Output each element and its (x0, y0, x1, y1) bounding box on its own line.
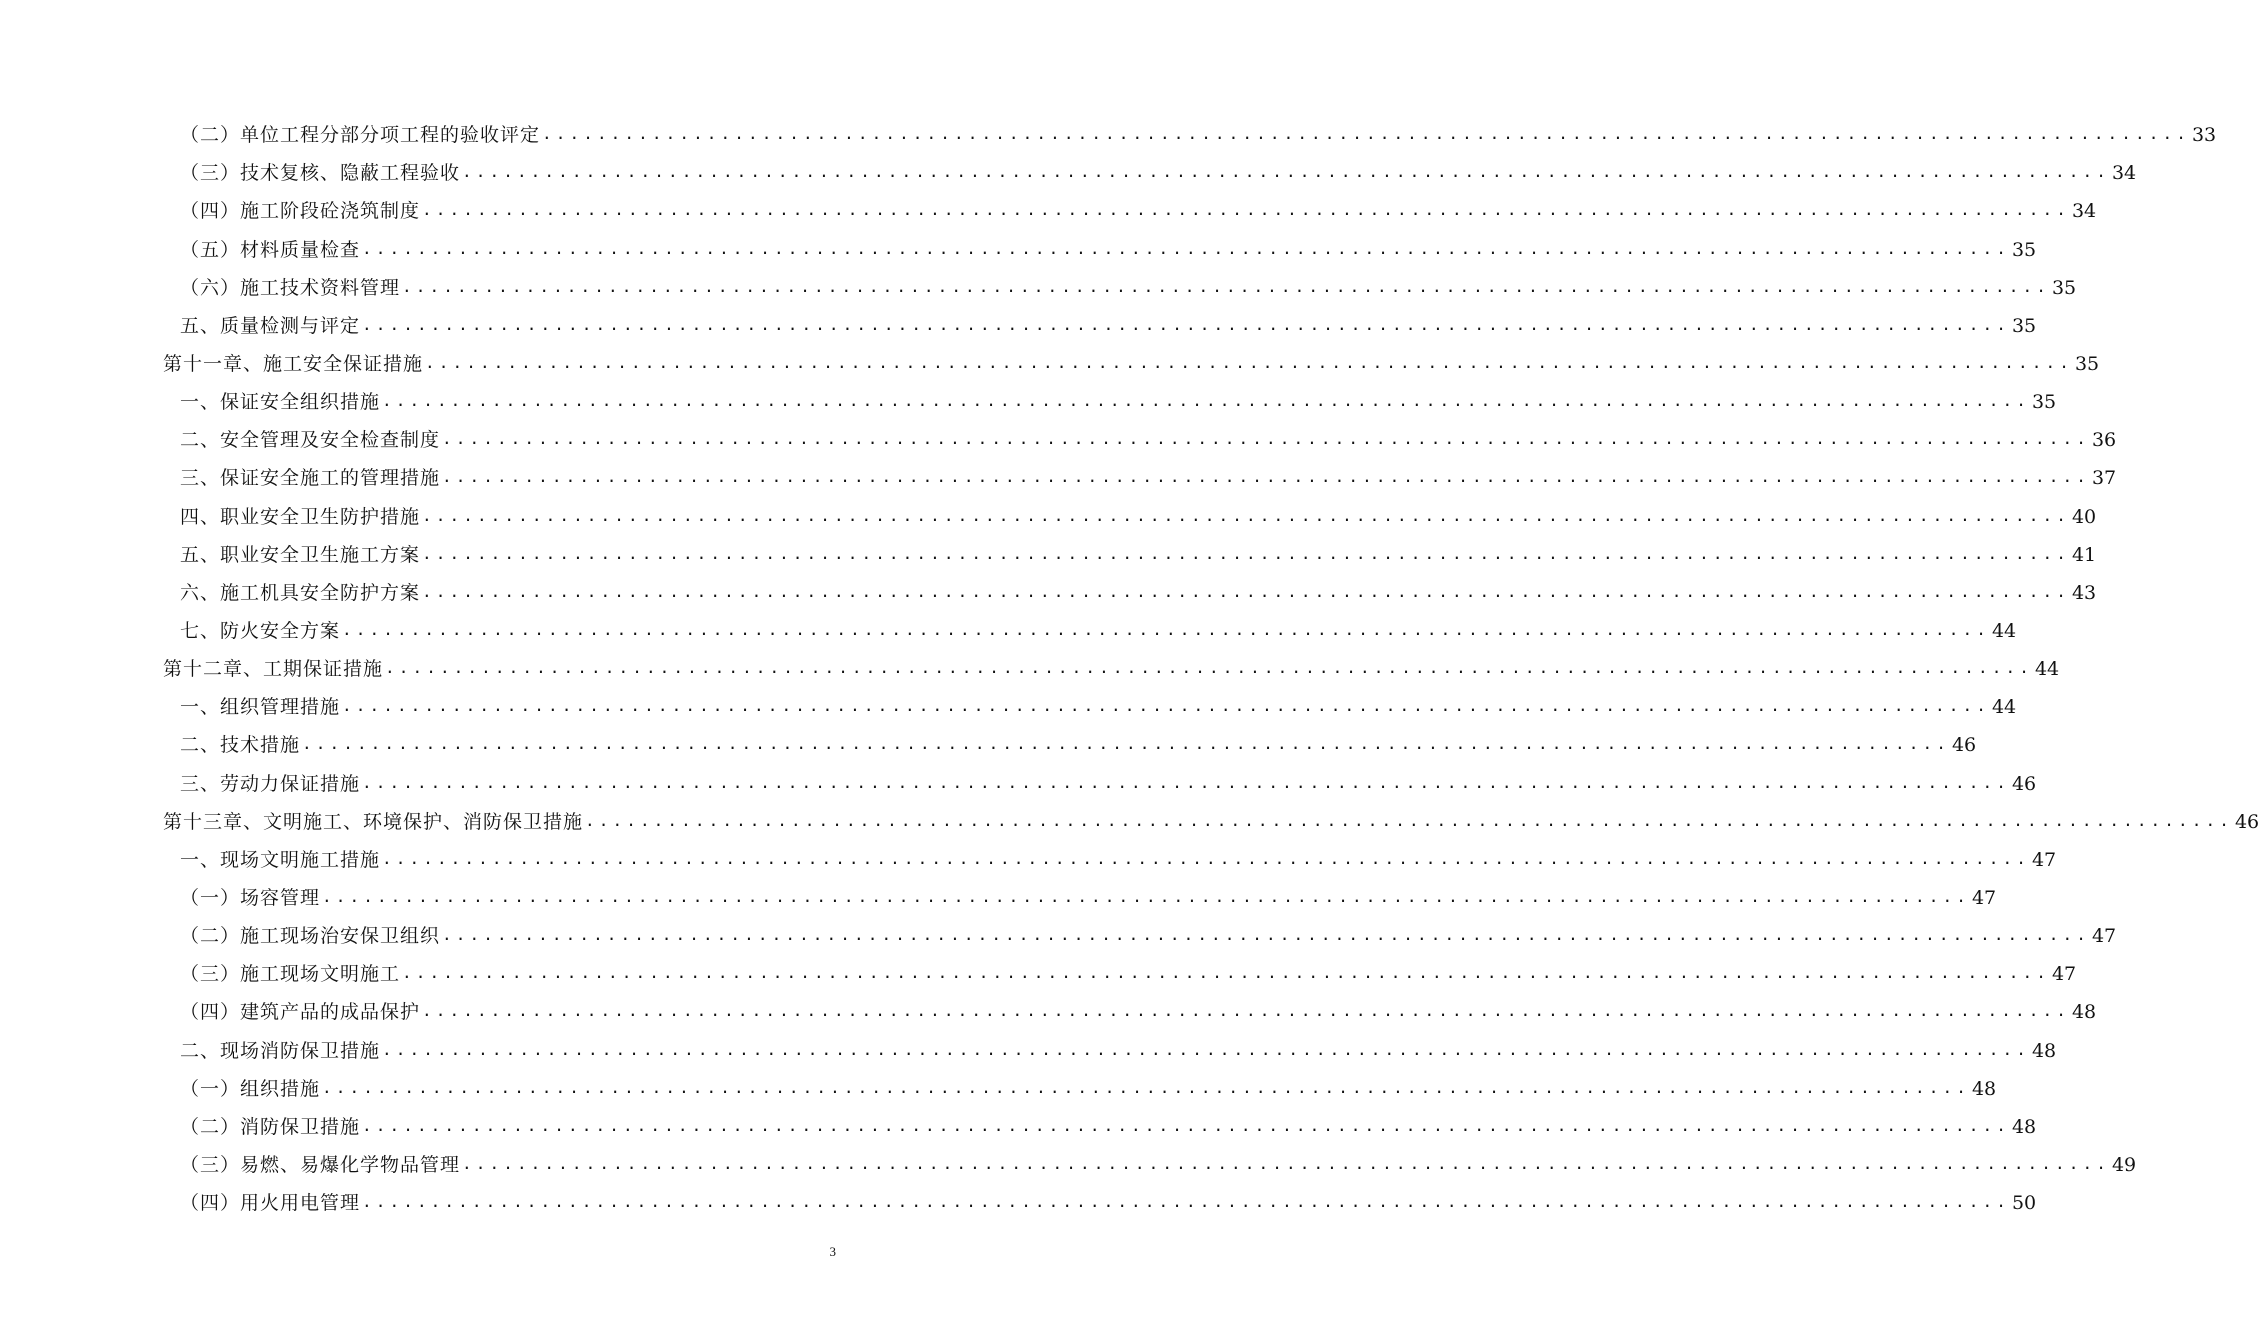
toc-entry-title: 一、现场文明施工措施 (180, 848, 381, 871)
toc-entry-page: 35 (2011, 314, 2037, 337)
toc-leader-dots: ........................................................................................................................ (422, 581, 2070, 601)
toc-leader-dots: ........................................................................................................................ (442, 925, 2090, 945)
toc-entry[interactable] (0, 835, 2057, 873)
toc-entry-page: 43 (2071, 581, 2097, 604)
toc-entry[interactable] (0, 606, 2017, 644)
toc-leader-dots: ........................................................................................................................ (462, 1153, 2110, 1173)
toc-leader-dots: ........................................................................................................................ (422, 200, 2070, 220)
toc-leader-dots: ........................................................................................................................ (422, 505, 2070, 525)
toc-entry-title: 二、技术措施 (180, 734, 301, 757)
toc-entry[interactable] (0, 682, 2017, 720)
toc-leader-dots: ........................................................................................................................ (422, 1001, 2070, 1021)
toc-entry[interactable] (0, 453, 2117, 491)
toc-leader-dots: ........................................................................................................................ (442, 467, 2090, 487)
toc-leader-dots: ........................................................................................................................ (542, 124, 2190, 144)
toc-entry-title: （三）易燃、易爆化学物品管理 (180, 1153, 461, 1176)
toc-entry-title: 二、现场消防保卫措施 (180, 1039, 381, 1062)
toc-leader-dots: ........................................................................................................................ (322, 1077, 1970, 1097)
toc-entry-page: 46 (1951, 734, 1977, 757)
toc-entry-title: 第十三章、文明施工、环境保护、消防保卫措施 (163, 810, 584, 833)
table-of-contents (0, 110, 2259, 1216)
toc-leader-dots: ........................................................................................................................ (382, 1039, 2030, 1059)
toc-entry-title: 第十一章、施工安全保证措施 (163, 352, 424, 375)
toc-entry-page: 35 (2051, 276, 2077, 299)
toc-entry-title: （六）施工技术资料管理 (180, 276, 401, 299)
toc-entry-title: （四）建筑产品的成品保护 (180, 1001, 421, 1024)
toc-entry-title: （五）材料质量检查 (180, 238, 361, 261)
toc-entry-page: 35 (2031, 391, 2057, 414)
toc-entry-page: 35 (2011, 238, 2037, 261)
toc-leader-dots: ........................................................................................................................ (362, 1115, 2010, 1135)
toc-entry-page: 47 (2051, 963, 2077, 986)
toc-entry[interactable] (0, 1025, 2057, 1063)
toc-entry[interactable] (0, 263, 2077, 301)
toc-entry-page: 47 (2031, 848, 2057, 871)
toc-entry-page: 49 (2111, 1153, 2137, 1176)
toc-entry-page: 34 (2111, 162, 2137, 185)
toc-leader-dots: ........................................................................................................................ (385, 658, 2033, 678)
toc-entry[interactable] (0, 1178, 2037, 1216)
toc-leader-dots: ........................................................................................................................ (362, 1192, 2010, 1212)
toc-entry[interactable] (0, 415, 2117, 453)
toc-entry-title: （二）消防保卫措施 (180, 1115, 361, 1138)
toc-entry[interactable] (0, 1064, 1997, 1102)
toc-entry-page: 46 (2011, 772, 2037, 795)
toc-leader-dots: ........................................................................................................................ (402, 963, 2050, 983)
toc-entry[interactable] (0, 949, 2077, 987)
toc-leader-dots: ........................................................................................................................ (422, 543, 2070, 563)
toc-entry-title: （一）组织措施 (180, 1077, 321, 1100)
toc-entry-title: （一）场容管理 (180, 886, 321, 909)
toc-entry[interactable] (0, 301, 2037, 339)
toc-entry-title: 一、组织管理措施 (180, 696, 341, 719)
page-number: 3 (829, 1244, 836, 1259)
toc-entry-title: （四）用火用电管理 (180, 1192, 361, 1215)
toc-entry-page: 35 (2074, 352, 2100, 375)
toc-entry-page: 37 (2091, 467, 2117, 490)
toc-entry-page: 48 (2071, 1001, 2097, 1024)
toc-leader-dots: ........................................................................................................................ (425, 352, 2073, 372)
toc-entry-title: 七、防火安全方案 (180, 619, 341, 642)
toc-entry[interactable] (0, 491, 2097, 529)
toc-entry-page: 46 (2234, 810, 2259, 833)
toc-leader-dots: ........................................................................................................................ (362, 314, 2010, 334)
toc-entry-title: 五、质量检测与评定 (180, 314, 361, 337)
toc-entry-title: 六、施工机具安全防护方案 (180, 581, 421, 604)
toc-entry-title: 一、保证安全组织措施 (180, 391, 381, 414)
toc-entry-title: 三、劳动力保证措施 (180, 772, 361, 795)
toc-leader-dots: ........................................................................................................................ (442, 429, 2090, 449)
toc-entry-page: 44 (1991, 696, 2017, 719)
toc-entry[interactable] (0, 568, 2097, 606)
toc-entry-title: 二、安全管理及安全检查制度 (180, 429, 441, 452)
toc-entry[interactable] (0, 644, 2060, 682)
toc-entry[interactable] (0, 720, 1977, 758)
toc-entry-page: 48 (1971, 1077, 1997, 1100)
toc-entry[interactable] (0, 186, 2097, 224)
toc-entry-page: 50 (2011, 1192, 2037, 1215)
toc-entry-page: 41 (2071, 543, 2097, 566)
toc-entry-title: 第十二章、工期保证措施 (163, 658, 384, 681)
toc-leader-dots: ........................................................................................................................ (302, 734, 1950, 754)
toc-entry-title: （三）施工现场文明施工 (180, 963, 401, 986)
toc-leader-dots: ........................................................................................................................ (342, 619, 1990, 639)
toc-entry-title: 五、职业安全卫生施工方案 (180, 543, 421, 566)
toc-entry-title: 四、职业安全卫生防护措施 (180, 505, 421, 528)
toc-entry-title: 三、保证安全施工的管理措施 (180, 467, 441, 490)
toc-entry-page: 40 (2071, 505, 2097, 528)
toc-leader-dots: ........................................................................................................................ (362, 238, 2010, 258)
toc-leader-dots: ........................................................................................................................ (342, 696, 1990, 716)
toc-entry-page: 36 (2091, 429, 2117, 452)
toc-entry[interactable] (0, 758, 2037, 796)
toc-leader-dots: ........................................................................................................................ (585, 810, 2233, 830)
toc-entry-page: 47 (1971, 886, 1997, 909)
toc-leader-dots: ........................................................................................................................ (382, 391, 2030, 411)
toc-entry[interactable] (0, 148, 2137, 186)
toc-entry-title: （二）单位工程分部分项工程的验收评定 (180, 124, 541, 147)
toc-entry-page: 48 (2031, 1039, 2057, 1062)
toc-leader-dots: ........................................................................................................................ (462, 162, 2110, 182)
toc-entry-page: 33 (2191, 124, 2217, 147)
toc-entry-page: 34 (2071, 200, 2097, 223)
toc-entry[interactable] (0, 530, 2097, 568)
toc-entry[interactable] (0, 797, 2259, 835)
toc-entry-title: （二）施工现场治安保卫组织 (180, 925, 441, 948)
toc-entry-title: （三）技术复核、隐蔽工程验收 (180, 162, 461, 185)
toc-leader-dots: ........................................................................................................................ (362, 772, 2010, 792)
toc-leader-dots: ........................................................................................................................ (382, 848, 2030, 868)
toc-leader-dots: ........................................................................................................................ (402, 276, 2050, 296)
toc-entry-page: 48 (2011, 1115, 2037, 1138)
toc-entry-page: 44 (1991, 619, 2017, 642)
toc-entry[interactable] (0, 1102, 2037, 1140)
toc-entry-title: （四）施工阶段砼浇筑制度 (180, 200, 421, 223)
toc-entry-page: 44 (2034, 658, 2060, 681)
toc-entry[interactable] (0, 911, 2117, 949)
toc-entry[interactable] (0, 873, 1997, 911)
toc-entry[interactable] (0, 224, 2037, 262)
toc-entry[interactable] (0, 1140, 2137, 1178)
toc-entry[interactable] (0, 110, 2217, 148)
toc-entry-page: 47 (2091, 925, 2117, 948)
toc-entry[interactable] (0, 987, 2097, 1025)
toc-entry[interactable] (0, 377, 2057, 415)
toc-entry[interactable] (0, 339, 2100, 377)
toc-leader-dots: ........................................................................................................................ (322, 886, 1970, 906)
